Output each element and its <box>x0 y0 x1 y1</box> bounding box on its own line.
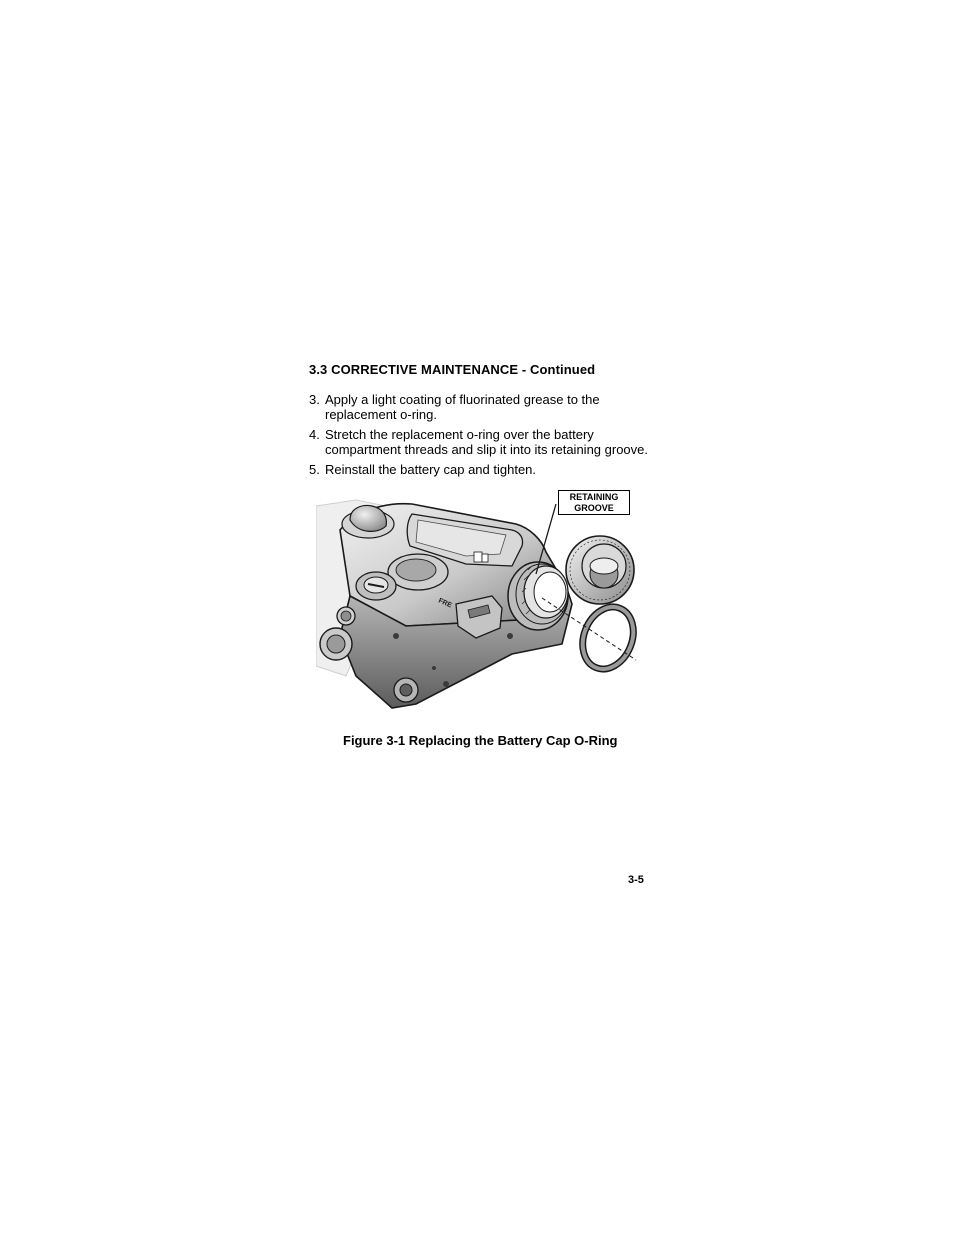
step-item <box>309 427 654 457</box>
figure-caption: Figure 3-1 Replacing the Battery Cap O-Ring <box>343 733 618 748</box>
step-number: 3. <box>309 392 320 407</box>
section-heading: 3.3 CORRECTIVE MAINTENANCE - Continued <box>309 362 596 377</box>
step-item <box>309 392 654 422</box>
step-text: Apply a light coating of fluorinated grease to the replacement o-ring. <box>325 392 600 422</box>
callout-line-2: GROOVE <box>574 502 614 513</box>
device-label: FRE <box>437 597 453 610</box>
retaining-groove-callout <box>558 490 630 515</box>
step-item <box>309 462 654 477</box>
step-text: Stretch the replacement o-ring over the battery compartment threads and slip it into its retaining groove. <box>325 427 649 457</box>
step-number: 4. <box>309 427 320 442</box>
battery-cap-illustration <box>316 486 640 718</box>
page-number: 3-5 <box>628 874 644 886</box>
step-number: 5. <box>309 462 320 477</box>
procedure-steps <box>309 392 654 482</box>
callout-line-1: RETAINING <box>569 492 619 502</box>
step-text: Reinstall the battery cap and tighten. <box>325 462 537 477</box>
